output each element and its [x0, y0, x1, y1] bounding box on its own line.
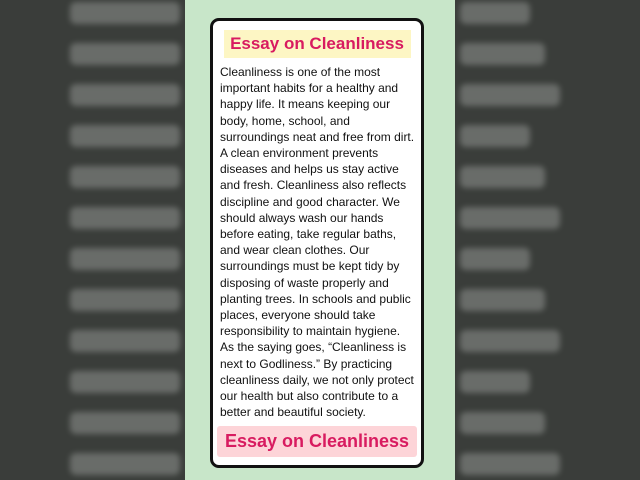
blurred-line-shape [70, 125, 180, 147]
blurred-line-shape [70, 453, 180, 475]
blurred-line-shape [70, 207, 180, 229]
blurred-line-shape [70, 330, 180, 352]
blurred-line-shape [460, 412, 545, 434]
blurred-line-shape [460, 330, 560, 352]
essay-title-bottom: Essay on Cleanliness [217, 426, 417, 457]
blurred-line-shape [460, 207, 560, 229]
blurred-line-shape [460, 371, 530, 393]
blurred-line-shape [460, 43, 545, 65]
blurred-line-shape [70, 43, 180, 65]
blurred-line-shape [70, 248, 180, 270]
blurred-line-shape [70, 371, 180, 393]
blurred-line-shape [70, 84, 180, 106]
blurred-line-shape [460, 84, 560, 106]
blurred-line-shape [460, 166, 545, 188]
blurred-line-shape [460, 289, 545, 311]
blurred-line-shape [70, 166, 180, 188]
essay-title-top: Essay on Cleanliness [224, 30, 411, 58]
blurred-line-shape [460, 248, 530, 270]
blurred-line-shape [460, 125, 530, 147]
blurred-line-shape [70, 412, 180, 434]
blurred-line-shape [70, 289, 180, 311]
essay-card [210, 18, 424, 468]
essay-body: Cleanliness is one of the most important habits for a healthy and happy life. It means keeping our body, home, school, and surroundings neat and free from dirt. A clean environment prevents diseases and helps us stay active and fresh. Cleanliness also reflects discipline and good character. We should always wash our hands before eating, take regular baths, and wear clean clothes. Our surroundings must be kept tidy by disposing of waste properly and planting trees. In schools and public places, everyone should take responsibility to maintain hygiene. As the saying goes, “Cleanliness is next to Godliness.” By practicing cleanliness daily, we not only protect our health but also contribute to a better and beautiful society. [220, 65, 415, 420]
blurred-line-shape [70, 2, 180, 24]
blurred-line-shape [460, 453, 560, 475]
blurred-line-shape [460, 2, 530, 24]
